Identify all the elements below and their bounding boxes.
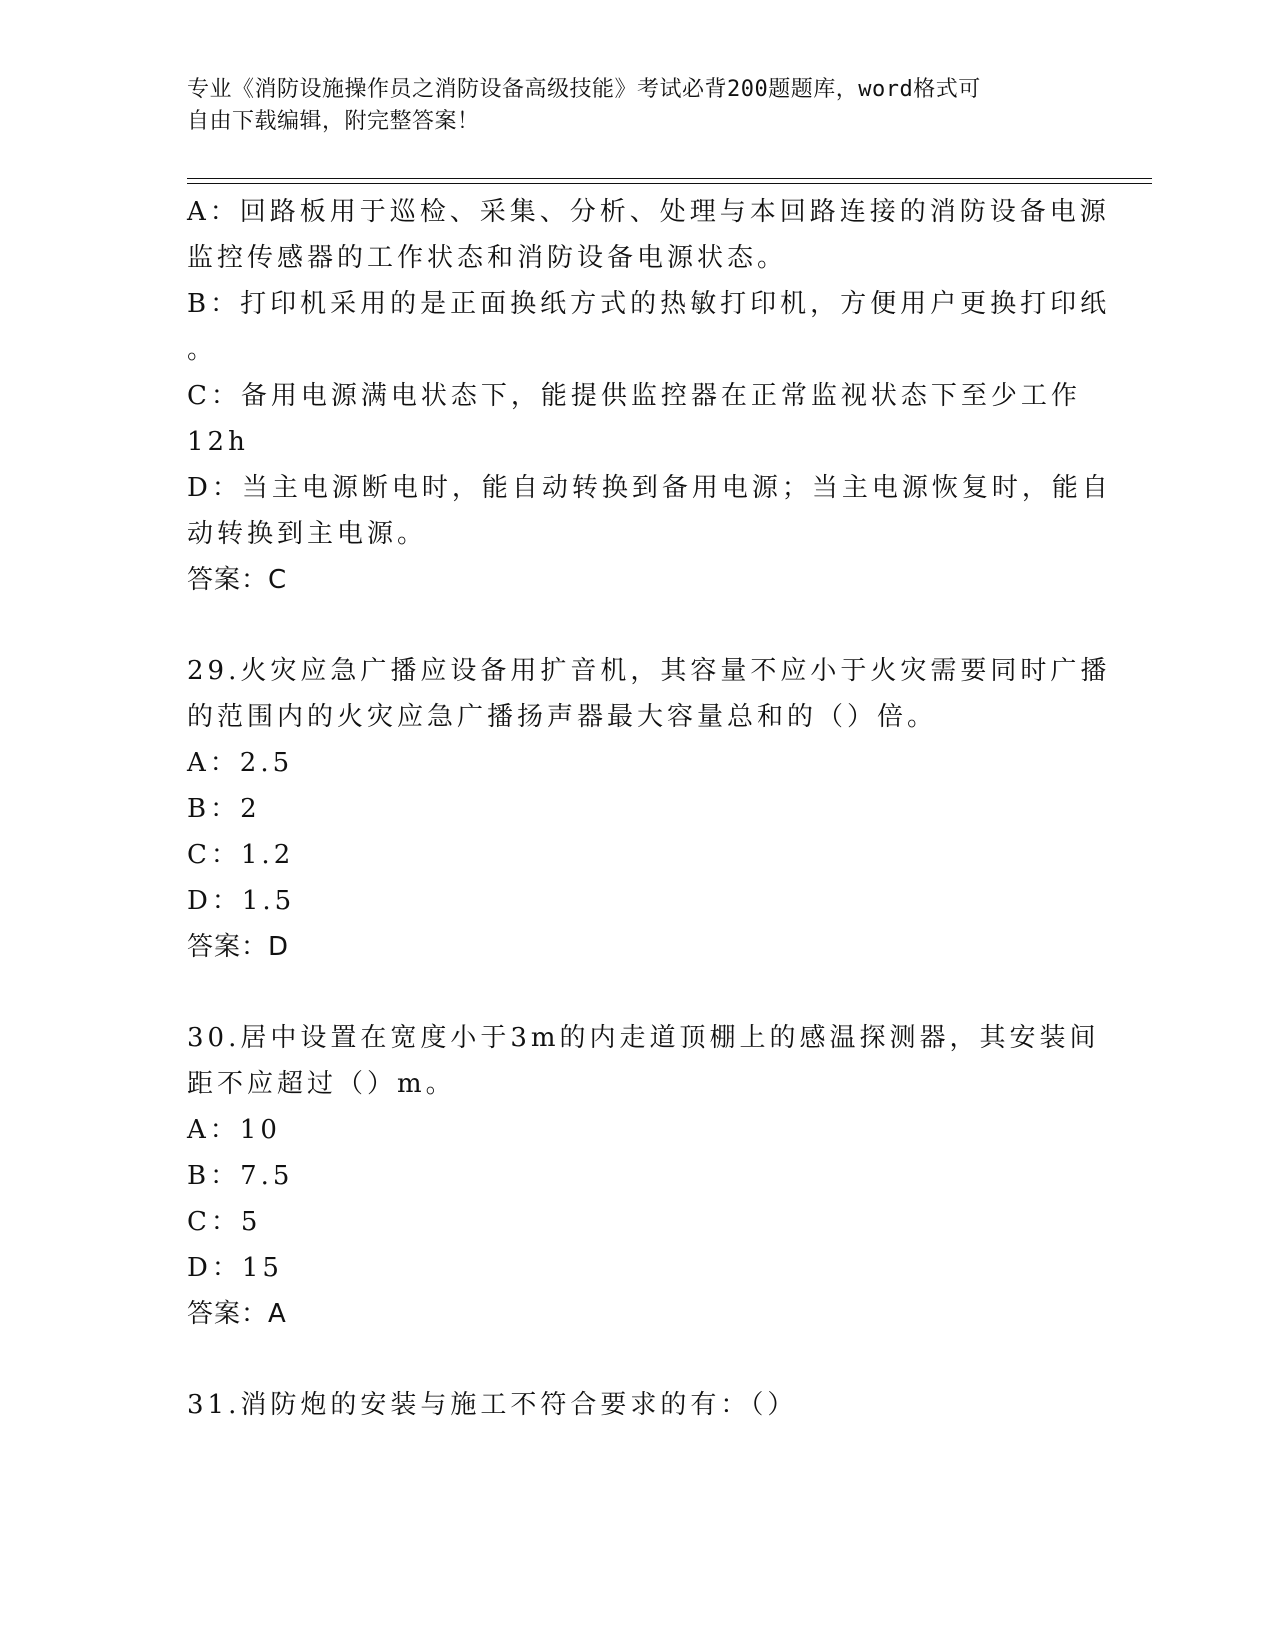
answer-line: 答案：C bbox=[187, 565, 288, 595]
option-a-line-1: A：回路板用于巡检、采集、分析、处理与本回路连接的消防设备电源 bbox=[187, 197, 1110, 227]
question-content bbox=[187, 189, 1112, 1428]
option-d-line-1: D：当主电源断电时，能自动转换到备用电源；当主电源恢复时，能自 bbox=[187, 473, 1112, 503]
question-stem-line-2: 的范围内的火灾应急广播扬声器最大容量总和的（）倍。 bbox=[187, 702, 938, 732]
question-block-29 bbox=[187, 648, 1111, 970]
answer-line: 答案：D bbox=[187, 932, 290, 962]
question-block-30 bbox=[187, 1015, 1100, 1337]
option-b-line-1: B：打印机采用的是正面换纸方式的热敏打印机，方便用户更换打印纸 bbox=[187, 289, 1111, 319]
option-d: D：1.5 bbox=[187, 886, 296, 916]
question-stem-line-2: 距不应超过（）m。 bbox=[187, 1069, 456, 1099]
question-block-prev bbox=[187, 189, 1112, 603]
option-d: D：15 bbox=[187, 1253, 283, 1283]
header-divider-bottom bbox=[187, 183, 1152, 184]
spacer bbox=[187, 603, 1087, 648]
option-a-line-2: 监控传感器的工作状态和消防设备电源状态。 bbox=[187, 243, 788, 273]
option-b-line-2: 。 bbox=[187, 335, 218, 365]
option-a: A：10 bbox=[187, 1115, 281, 1145]
header-title-line-2: 自由下载编辑，附完整答案！ bbox=[187, 109, 480, 134]
spacer bbox=[187, 970, 1087, 1015]
option-b: B：7.5 bbox=[187, 1161, 294, 1191]
option-c-line-1: C：备用电源满电状态下，能提供监控器在正常监视状态下至少工作 bbox=[187, 381, 1081, 411]
answer-line: 答案：A bbox=[187, 1299, 287, 1329]
document-header bbox=[187, 74, 1067, 138]
option-c: C：5 bbox=[187, 1207, 262, 1237]
question-stem-line-1: 29.火灾应急广播应设备用扩音机，其容量不应小于火灾需要同时广播 bbox=[187, 656, 1111, 686]
option-c: C：1.2 bbox=[187, 840, 295, 870]
option-d-line-2: 动转换到主电源。 bbox=[187, 519, 428, 549]
question-stem-line-1: 31.消防炮的安装与施工不符合要求的有：（） bbox=[187, 1390, 798, 1420]
option-a: A：2.5 bbox=[187, 748, 294, 778]
header-divider-top bbox=[187, 178, 1152, 179]
spacer bbox=[187, 1337, 1087, 1382]
option-b: B：2 bbox=[187, 794, 261, 824]
option-c-line-2: 12h bbox=[187, 427, 249, 457]
question-block-31 bbox=[187, 1382, 1087, 1428]
question-stem-line-1: 30.居中设置在宽度小于3m的内走道顶棚上的感温探测器，其安装间 bbox=[187, 1023, 1100, 1053]
header-title-line-1: 专业《消防设施操作员之消防设备高级技能》考试必背200题题库，word格式可 bbox=[187, 77, 981, 102]
